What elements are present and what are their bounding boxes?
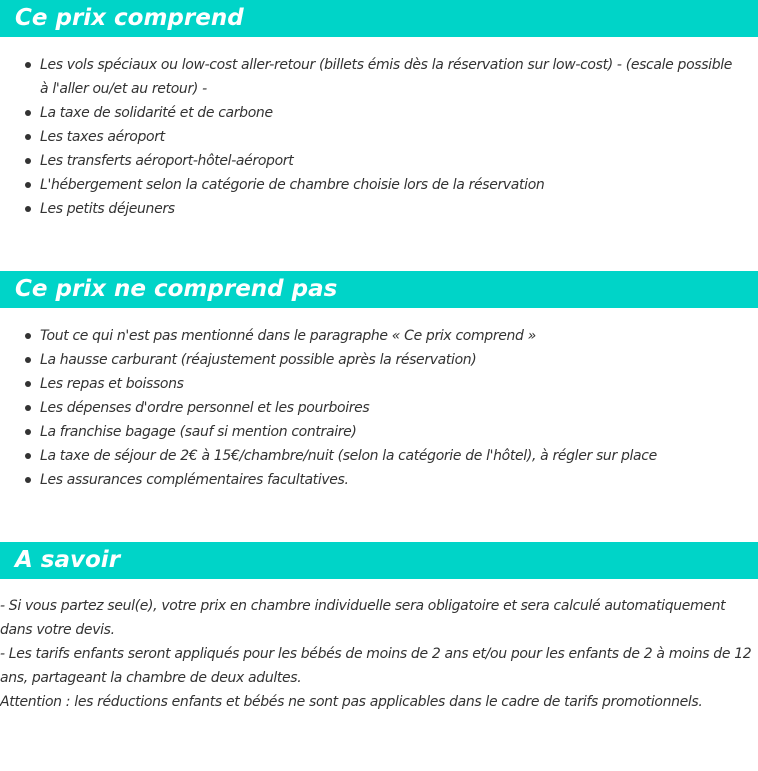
list-item: Les assurances complémentaires facultatives. <box>0 468 758 492</box>
list-item: Les taxes aéroport <box>0 125 758 149</box>
section-title-included: Ce prix comprend <box>0 0 758 37</box>
list-item: La taxe de solidarité et de carbone <box>0 101 758 125</box>
section-title-not-included: Ce prix ne comprend pas <box>0 271 758 308</box>
info-paragraph: - Les tarifs enfants seront appliqués pour les bébés de moins de 2 ans et/ou pour les enfants de 2 à moins de 12 ans, partageant la chambre de deux adultes. <box>0 646 752 686</box>
list-item: Les repas et boissons <box>0 372 758 396</box>
list-item: Les transferts aéroport-hôtel-aéroport <box>0 149 758 173</box>
list-item: La hausse carburant (réajustement possible après la réservation) <box>0 348 758 372</box>
included-list <box>0 53 758 221</box>
list-item: L'hébergement selon la catégorie de chambre choisie lors de la réservation <box>0 173 758 197</box>
section-title-good-to-know: A savoir <box>0 542 758 579</box>
list-item: La taxe de séjour de 2€ à 15€/chambre/nuit (selon la catégorie de l'hôtel), à régler sur place <box>0 444 758 468</box>
info-paragraph: - Si vous partez seul(e), votre prix en chambre individuelle sera obligatoire et sera calculé automatiquement dans votre devis. <box>0 598 726 638</box>
list-item: La franchise bagage (sauf si mention contraire) <box>0 420 758 444</box>
not-included-list <box>0 324 758 492</box>
info-paragraph: Attention : les réductions enfants et bébés ne sont pas applicables dans le cadre de tarifs promotionnels. <box>0 694 703 710</box>
good-to-know-text <box>0 594 754 714</box>
list-item: Les petits déjeuners <box>0 197 758 221</box>
list-item: Tout ce qui n'est pas mentionné dans le paragraphe « Ce prix comprend » <box>0 324 758 348</box>
list-item: Les dépenses d'ordre personnel et les pourboires <box>0 396 758 420</box>
list-item: Les vols spéciaux ou low-cost aller-retour (billets émis dès la réservation sur low-cost) - (escale possible à l'aller ou/et au retour) - <box>0 53 758 101</box>
